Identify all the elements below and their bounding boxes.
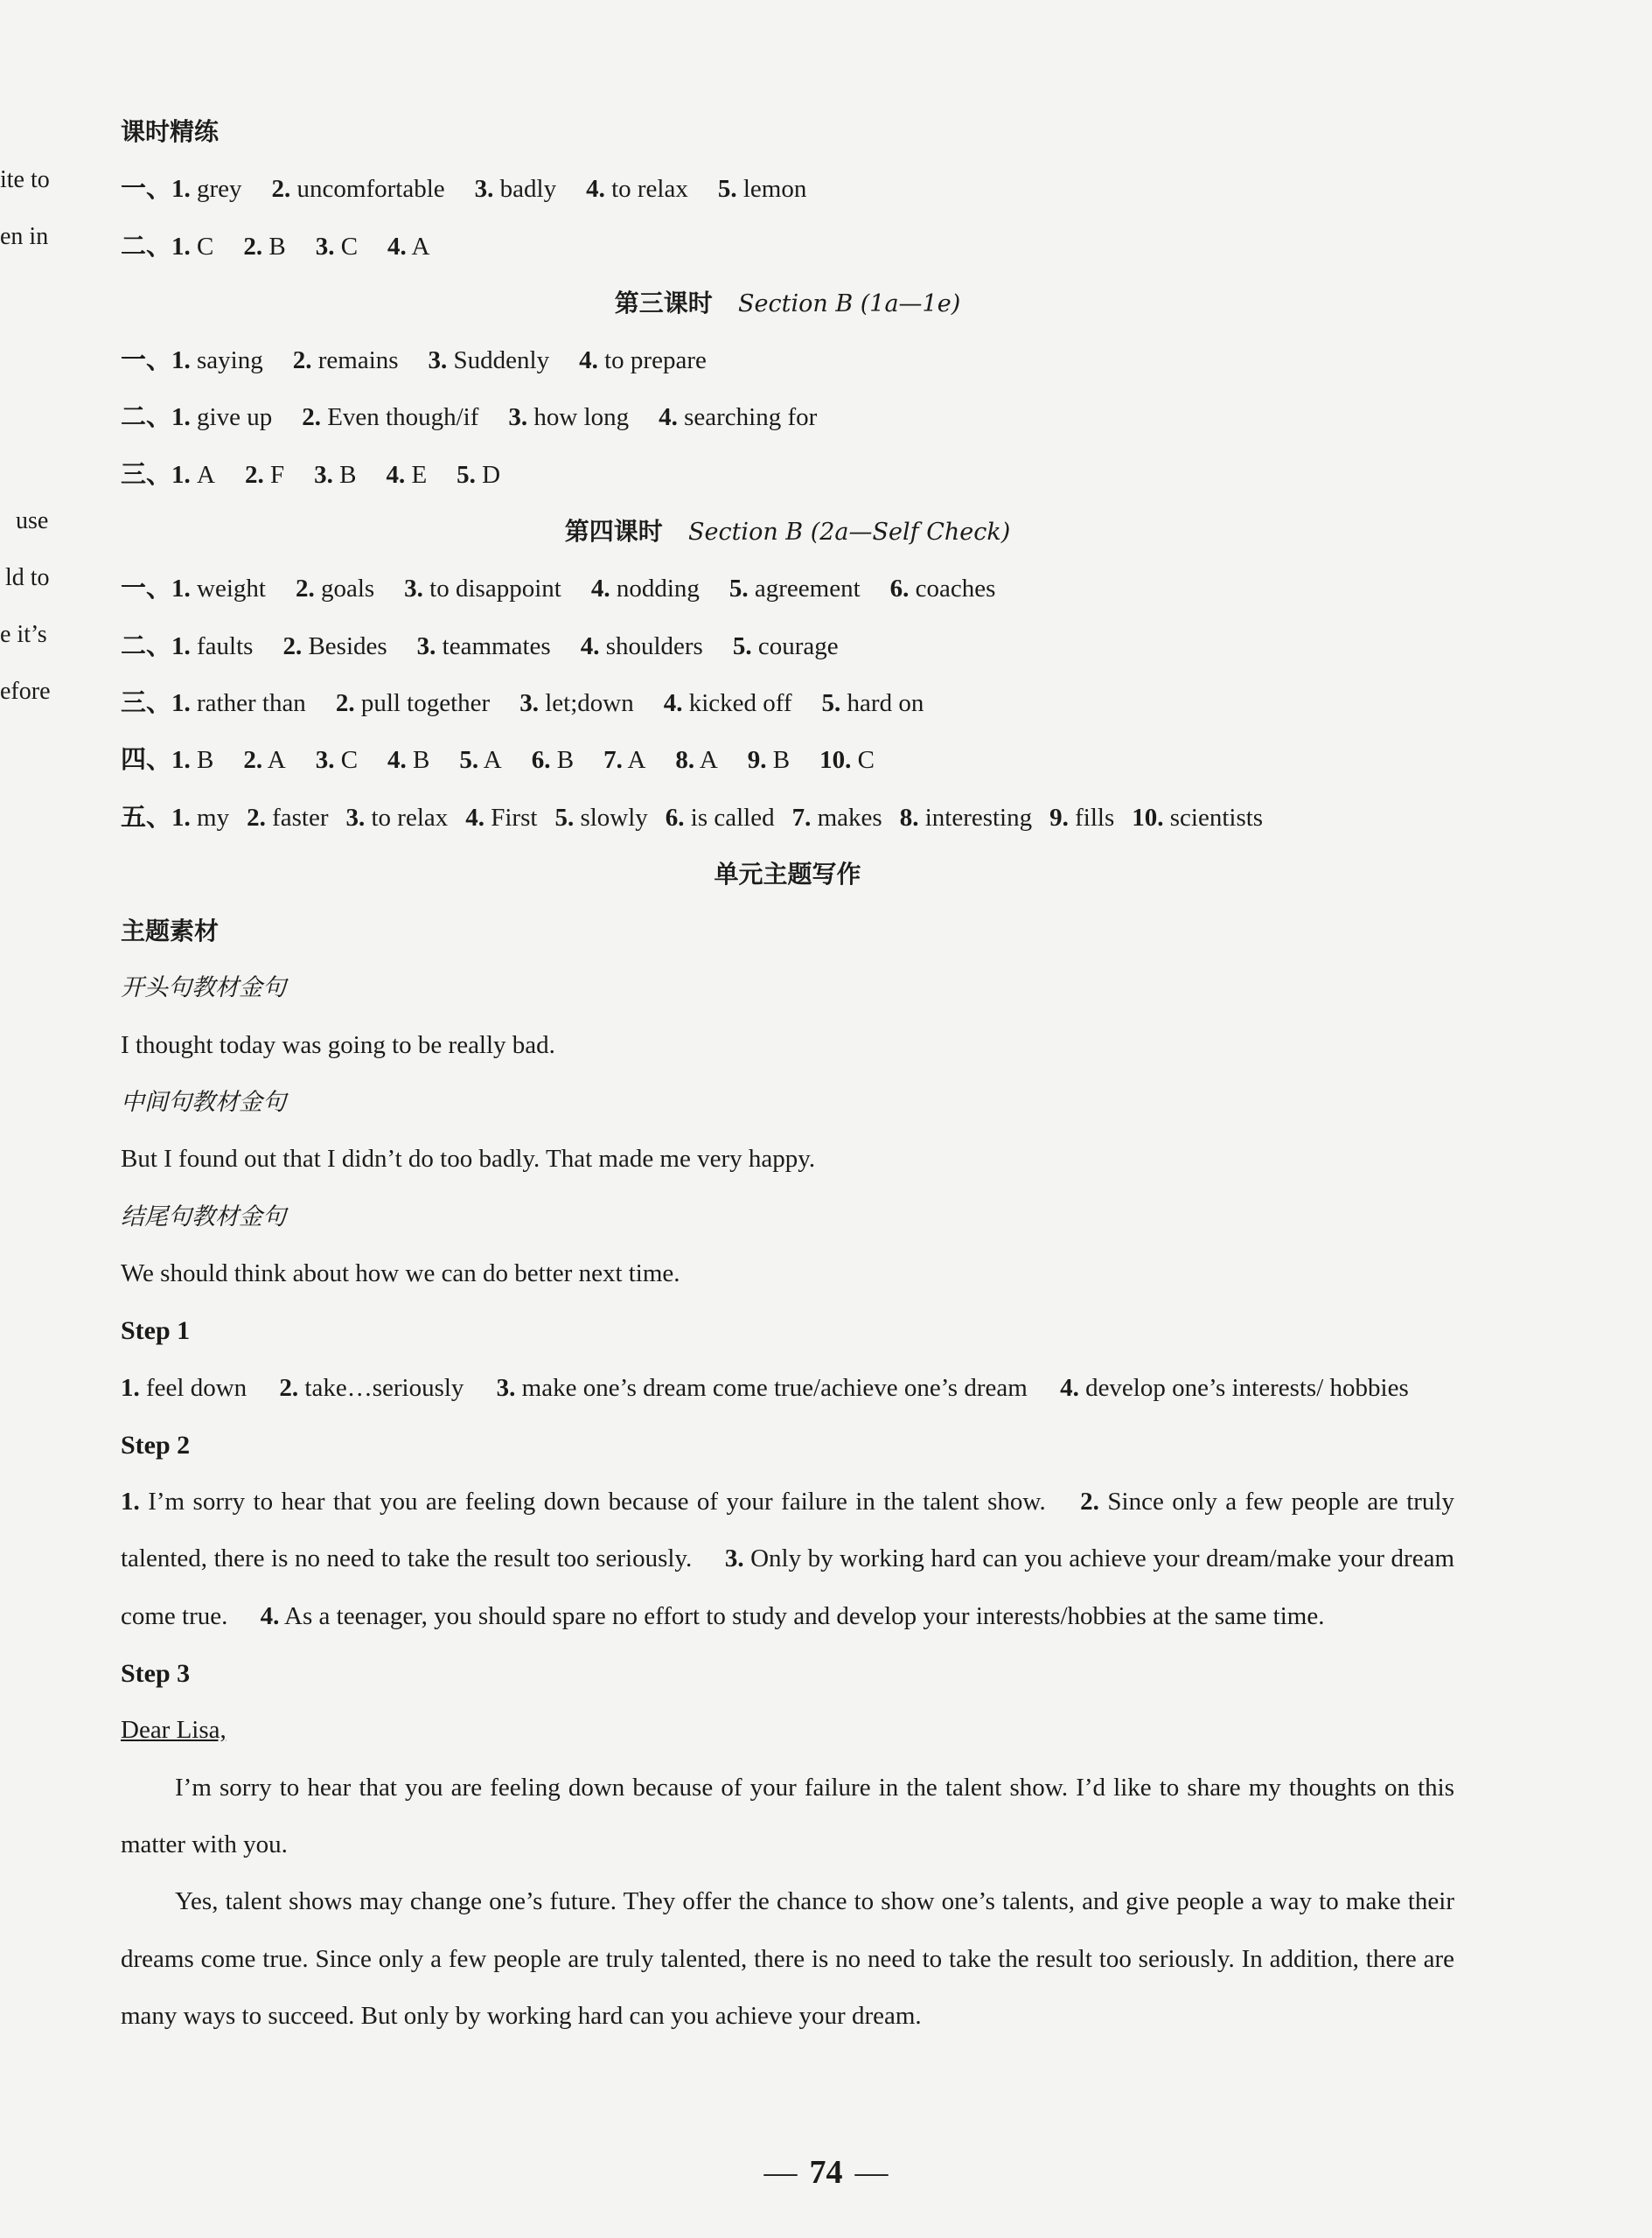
answer-number: 4.: [387, 232, 407, 261]
answer-number: 4.: [579, 346, 598, 375]
section-prefix: 五、: [121, 801, 172, 832]
answer-number: 1.: [171, 232, 191, 261]
answer-item: [579, 346, 707, 374]
answer-text: B: [332, 460, 357, 489]
answer-number: 2.: [335, 688, 355, 717]
margin-fragment: efore: [0, 678, 51, 705]
answer-text: saying: [190, 346, 263, 375]
answer-number: 1.: [171, 631, 191, 660]
answer-text: First: [484, 803, 538, 832]
step-number: 3.: [496, 1373, 516, 1402]
answer-item: [171, 575, 266, 603]
answer-text: faster: [265, 803, 329, 832]
answer-item: [171, 461, 215, 489]
answer-text: F: [263, 460, 285, 489]
answer-item: [245, 461, 284, 489]
step-number: 1.: [121, 1488, 140, 1516]
answer-text: goals: [314, 575, 375, 603]
lesson3-row-2: [121, 388, 1454, 445]
answer-number: 1.: [171, 403, 191, 432]
answer-item: [171, 175, 242, 203]
margin-fragment: ite to: [0, 166, 50, 193]
answer-number: 10.: [1132, 803, 1164, 832]
lesson3-row-3: [121, 446, 1454, 503]
lesson3-row-1: [121, 331, 1454, 388]
letter-greeting: [121, 1702, 1454, 1759]
answer-number: 2.: [302, 403, 321, 432]
answer-item: [345, 804, 448, 832]
step-text: develop one’s interests/ hobbies: [1078, 1373, 1409, 1402]
step-text: As a teenager, you should spare no effort to study and develop your interests/hobbies at the same time.: [279, 1601, 1325, 1630]
answer-text: to prepare: [597, 346, 707, 375]
answer-item: [465, 804, 537, 832]
answer-item: [171, 689, 306, 717]
lesson4-row-3: [121, 674, 1454, 731]
step2-title: Step 2: [121, 1430, 191, 1460]
greeting-text: Dear Lisa,: [121, 1716, 227, 1745]
margin-fragment: e it’s: [0, 621, 47, 648]
answer-number: 1.: [171, 688, 191, 717]
answer-item: [819, 746, 875, 774]
lesson4-row-4: [121, 731, 1454, 788]
answer-number: 1.: [171, 175, 191, 204]
answer-number: 5.: [728, 575, 749, 603]
answer-item: [171, 403, 272, 431]
writing-title: 单元主题写作: [714, 859, 861, 889]
answer-number: 4.: [590, 575, 610, 603]
answer-text: A: [622, 746, 646, 775]
answer-number: 2.: [243, 232, 263, 261]
answer-text: C: [190, 232, 214, 261]
answer-number: 1.: [171, 575, 191, 603]
answer-number: 2.: [243, 746, 263, 775]
answer-number: 7.: [791, 803, 812, 832]
answer-text: fills: [1068, 803, 1115, 832]
answer-item: [387, 746, 429, 774]
answer-item: [729, 575, 861, 603]
answer-item: [386, 461, 427, 489]
section-prefix: 一、: [121, 573, 172, 603]
answer-number: 4.: [586, 175, 605, 204]
answer-number: 9.: [1049, 803, 1069, 832]
answer-text: lemon: [736, 175, 807, 204]
answer-text: courage: [751, 631, 839, 660]
answer-item: [243, 233, 285, 261]
answer-number: 4.: [663, 688, 683, 717]
answer-text: teammates: [436, 631, 551, 660]
answer-text: rather than: [190, 688, 306, 717]
answer-content: [121, 103, 1454, 2045]
answer-number: 4.: [387, 746, 407, 775]
step-text: take…seriously: [298, 1373, 464, 1402]
answer-number: 3.: [315, 746, 335, 775]
lesson4-row-2: [121, 617, 1454, 674]
answer-item: [171, 804, 229, 832]
answer-item: [404, 575, 561, 603]
answer-item: [314, 461, 356, 489]
margin-fragment: use: [16, 507, 49, 534]
answer-text: A: [262, 746, 286, 775]
section-prefix: 四、: [121, 744, 172, 775]
step-item: [497, 1374, 1028, 1402]
answer-item: [733, 632, 839, 660]
answer-item: [282, 632, 387, 660]
answer-number: 6.: [665, 803, 685, 832]
answer-text: kicked off: [682, 688, 792, 717]
letter-paragraph-2: Yes, talent shows may change one’s future. They offer the chance to show one’s talents, and give people a way to make their dreams come true. Since only a few people are truly talented, there is no need to take the result too seriously. In addition, there are many ways to succeed. But only by working hard can you achieve your dream.: [121, 1887, 1454, 2030]
answer-text: B: [550, 746, 575, 775]
answer-item: [293, 346, 399, 374]
answer-number: 2.: [295, 575, 315, 603]
answer-item: [171, 632, 253, 660]
answer-text: A: [406, 232, 430, 261]
answer-text: slowly: [574, 803, 648, 832]
step-number: 4.: [1060, 1373, 1079, 1402]
page-number: — 74 —: [763, 2154, 889, 2191]
lesson4-row-5: [121, 789, 1454, 846]
answer-text: scientists: [1163, 803, 1264, 832]
answer-text: D: [475, 460, 501, 489]
answer-item: [302, 403, 478, 431]
answer-number: 6.: [531, 746, 551, 775]
section-prefix: 一、: [121, 345, 172, 375]
answer-number: 5.: [821, 688, 841, 717]
answer-item: [417, 632, 551, 660]
answer-item: [532, 746, 574, 774]
answer-item: [508, 403, 629, 431]
step-item: [261, 1602, 1325, 1630]
answer-item: [243, 746, 285, 774]
section-prefix: 二、: [121, 401, 172, 432]
step-number: 1.: [121, 1373, 140, 1402]
answer-text: nodding: [610, 575, 700, 603]
answer-text: Even though/if: [320, 403, 479, 432]
answer-number: 4.: [465, 803, 484, 832]
answer-number: 3.: [508, 403, 528, 432]
answer-text: C: [334, 746, 359, 775]
answer-number: 4.: [659, 403, 678, 432]
step-number: 3.: [724, 1544, 744, 1573]
step2-answers: [121, 1474, 1454, 1645]
answer-item: [659, 403, 817, 431]
answer-text: E: [405, 460, 428, 489]
answer-text: faults: [190, 631, 254, 660]
answer-number: 6.: [889, 575, 910, 603]
answer-number: 5.: [732, 631, 752, 660]
answer-number: 5.: [457, 460, 476, 489]
answer-number: 3.: [314, 460, 333, 489]
answer-text: shoulders: [599, 631, 703, 660]
answer-text: A: [694, 746, 718, 775]
practice-row-1: [121, 160, 1454, 217]
answer-number: 8.: [675, 746, 695, 775]
answer-number: 3.: [474, 175, 494, 204]
answer-text: B: [190, 746, 214, 775]
answer-text: to disappoint: [422, 575, 561, 603]
section-prefix: 三、: [121, 458, 172, 489]
step-number: 2.: [1080, 1488, 1099, 1516]
answer-text: grey: [190, 175, 242, 204]
answer-text: B: [262, 232, 286, 261]
answer-text: A: [190, 460, 215, 489]
answer-number: 2.: [282, 631, 303, 660]
answer-text: how long: [527, 403, 630, 432]
lesson3-section: Section B (1a—1e): [738, 289, 961, 317]
answer-number: 7.: [603, 746, 623, 775]
answer-number: 4.: [386, 460, 406, 489]
answer-item: [296, 575, 374, 603]
margin-fragment: en in: [0, 223, 49, 250]
middle-label: 中间句教材金句: [121, 1089, 286, 1117]
answer-text: is called: [684, 803, 775, 832]
answer-item: [900, 804, 1032, 832]
answer-number: 3.: [404, 575, 423, 603]
margin-fragment: ld to: [5, 564, 50, 591]
answer-item: [792, 804, 882, 832]
step-item: [121, 1488, 1046, 1516]
page-number-value: 74: [809, 2154, 843, 2191]
answer-item: [336, 689, 490, 717]
lesson3-title: 第三课时: [614, 288, 713, 317]
answer-item: [171, 346, 263, 374]
answer-item: [459, 746, 501, 774]
step-text: Only by working hard can you achieve your dream/make your dream come true.: [121, 1544, 1455, 1630]
answer-number: 9.: [747, 746, 767, 775]
answer-number: 5.: [459, 746, 479, 775]
step-number: 2.: [279, 1373, 299, 1402]
answer-text: Suddenly: [447, 346, 550, 375]
answer-text: A: [478, 746, 502, 775]
answer-item: [519, 689, 634, 717]
step-text: I’m sorry to hear that you are feeling down because of your failure in the talent show.: [139, 1488, 1046, 1516]
answer-item: [171, 233, 213, 261]
section-prefix: 二、: [121, 230, 172, 261]
answer-item: [171, 746, 213, 774]
opening-label: 开头句教材金句: [121, 974, 286, 1002]
answer-item: [718, 175, 807, 203]
opening-sentence: I thought today was going to be really bad.: [121, 1030, 555, 1059]
answer-text: searching for: [677, 403, 818, 432]
answer-number: 1.: [171, 346, 191, 375]
step1-answers: [121, 1360, 1454, 1417]
answer-text: makes: [811, 803, 882, 832]
answer-text: to relax: [604, 175, 688, 204]
step-text: Since only a few people are truly talented, there is no need to take the result too seriously.: [121, 1488, 1454, 1573]
answer-number: 3.: [345, 803, 366, 832]
answer-text: agreement: [748, 575, 861, 603]
lesson4-row-1: [121, 560, 1454, 617]
lesson4-title: 第四课时: [564, 517, 663, 547]
answer-number: 10.: [819, 746, 852, 775]
answer-number: 2.: [271, 175, 291, 204]
answer-item: [586, 175, 688, 203]
answer-item: [247, 804, 328, 832]
step-item: [1060, 1374, 1409, 1402]
section-prefix: 二、: [121, 630, 172, 660]
ending-sentence: We should think about how we can do better next time.: [121, 1258, 680, 1287]
step-number: 4.: [260, 1601, 280, 1630]
answer-text: let;down: [538, 688, 634, 717]
answer-item: [457, 461, 500, 489]
step1-title: Step 1: [121, 1316, 191, 1346]
material-title: 主题素材: [121, 917, 220, 946]
middle-sentence: But I found out that I didn’t do too badly. That made me very happy.: [121, 1145, 816, 1174]
answer-text: interesting: [918, 803, 1033, 832]
answer-number: 3.: [416, 631, 436, 660]
step-text: feel down: [139, 1373, 247, 1402]
answer-item: [581, 632, 703, 660]
section-prefix: 一、: [121, 173, 172, 204]
answer-item: [666, 804, 775, 832]
step-item: [279, 1374, 464, 1402]
answer-number: 5.: [717, 175, 737, 204]
answer-number: 2.: [247, 803, 266, 832]
answer-item: [387, 233, 429, 261]
answer-text: weight: [190, 575, 266, 603]
ending-label: 结尾句教材金句: [121, 1203, 286, 1231]
answer-item: [1049, 804, 1114, 832]
lesson4-heading: [121, 503, 1454, 560]
answer-item: [554, 804, 647, 832]
answer-text: B: [766, 746, 791, 775]
answer-number: 1.: [171, 460, 191, 489]
answer-number: 3.: [519, 688, 539, 717]
lesson3-heading: [121, 275, 1454, 331]
answer-item: [603, 746, 645, 774]
answer-number: 2.: [292, 346, 312, 375]
answer-item: [475, 175, 556, 203]
answer-item: [429, 346, 550, 374]
answer-number: 4.: [580, 631, 600, 660]
answer-item: [316, 746, 358, 774]
answer-item: [664, 689, 792, 717]
answer-text: to relax: [365, 803, 449, 832]
answer-text: coaches: [909, 575, 996, 603]
answer-number: 8.: [899, 803, 919, 832]
step3-title: Step 3: [121, 1659, 191, 1689]
answer-text: badly: [493, 175, 557, 204]
answer-number: 5.: [554, 803, 575, 832]
answer-text: C: [851, 746, 875, 775]
answer-item: [1132, 804, 1263, 832]
lesson4-section: Section B (2a—Self Check): [687, 519, 1011, 547]
answer-number: 3.: [315, 232, 335, 261]
answer-text: B: [406, 746, 430, 775]
letter-paragraph-1: I’m sorry to hear that you are feeling down because of your failure in the talent show. I’d like to share my thoughts on this matter with you.: [121, 1773, 1454, 1858]
step-text: make one’s dream come true/achieve one’s dream: [515, 1373, 1028, 1402]
answer-item: [272, 175, 445, 203]
answer-text: hard on: [840, 688, 924, 717]
answer-number: 1.: [171, 803, 191, 832]
answer-item: [822, 689, 924, 717]
step-item: [121, 1374, 247, 1402]
answer-item: [591, 575, 700, 603]
answer-text: remains: [311, 346, 399, 375]
answer-item: [748, 746, 790, 774]
answer-number: 3.: [428, 346, 448, 375]
answer-text: my: [190, 803, 230, 832]
practice-title: 课时精练: [121, 117, 220, 146]
answer-text: Besides: [302, 631, 387, 660]
answer-text: uncomfortable: [290, 175, 445, 204]
answer-number: 2.: [244, 460, 264, 489]
answer-item: [316, 233, 358, 261]
answer-text: give up: [190, 403, 273, 432]
practice-row-2: [121, 218, 1454, 275]
section-prefix: 三、: [121, 687, 172, 717]
answer-text: pull together: [354, 688, 491, 717]
answer-item: [675, 746, 717, 774]
answer-number: 1.: [171, 746, 191, 775]
answer-item: [890, 575, 996, 603]
answer-text: C: [334, 232, 359, 261]
